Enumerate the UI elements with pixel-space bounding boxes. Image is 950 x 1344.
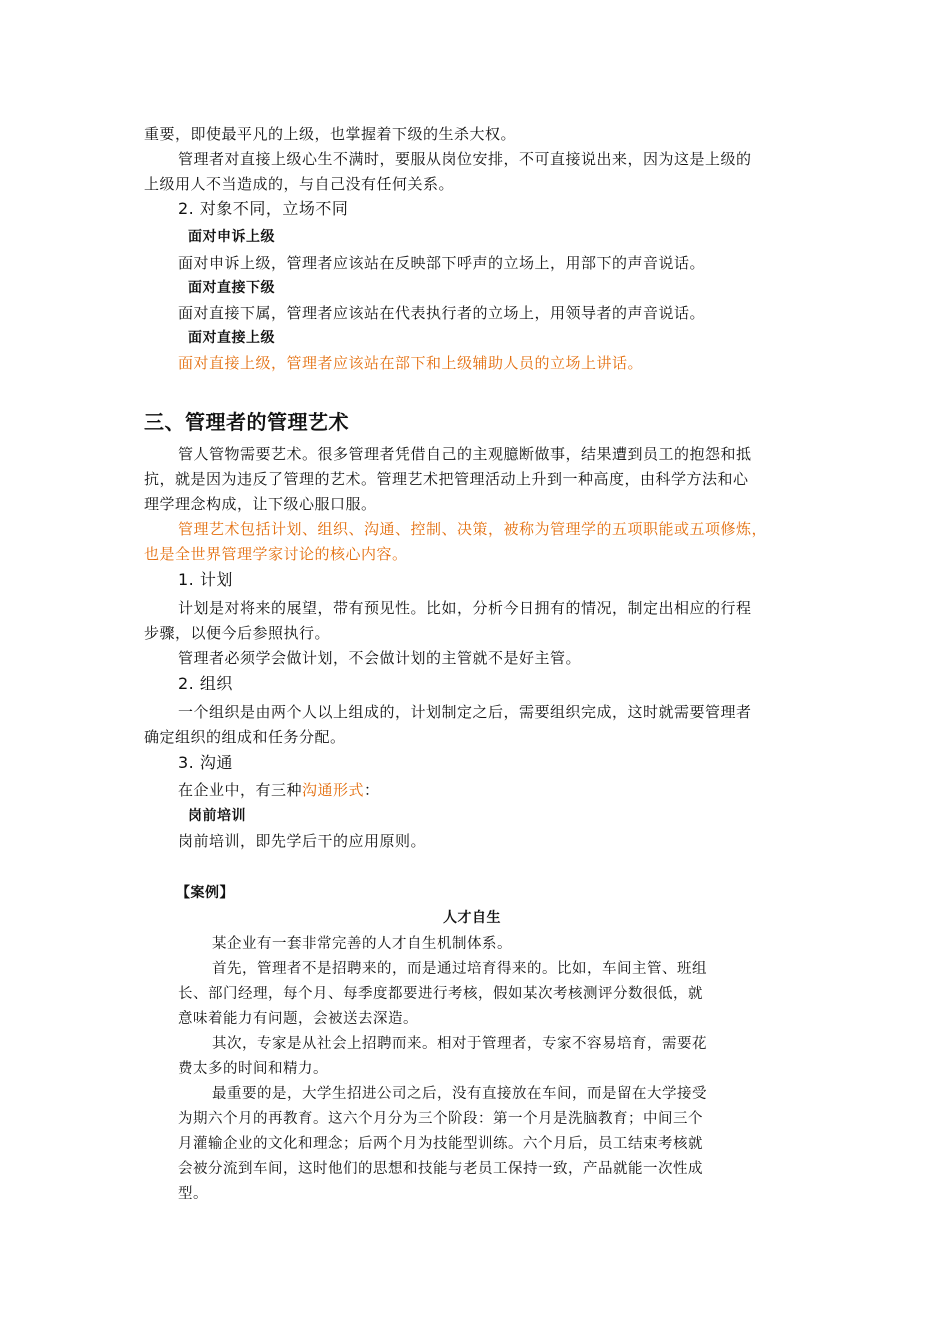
para-line: 岗前培训，即先学后干的应用原则。 (178, 832, 427, 850)
para-line: 抗，就是因为违反了管理的艺术。管理艺术把管理活动上升到一种高度，由科学方法和心 (144, 470, 749, 488)
highlight-line: 管理艺术包括计划、组织、沟通、控制、决策，被称为管理学的五项职能或五项修炼， (178, 520, 768, 538)
para-line: 计划是对将来的展望，带有预见性。比如，分析今日拥有的情况，制定出相应的行程 (178, 599, 752, 617)
para-line: 一个组织是由两个人以上组成的，计划制定之后，需要组织完成，这时就需要管理者 (178, 703, 752, 721)
case-line: 长、部门经理，每个月、每季度都要进行考核，假如某次考核测评分数很低，就 (178, 986, 703, 1002)
highlight-line: 面对直接上级，管理者应该站在部下和上级辅助人员的立场上讲话。 (178, 354, 644, 372)
subheading: 面对直接下级 (188, 280, 275, 296)
section-heading: 2. 对象不同，立场不同 (178, 199, 349, 218)
subheading: 岗前培训 (188, 808, 246, 824)
case-line: 月灌输企业的文化和理念；后两个月为技能型训练。六个月后，员工结束考核就 (178, 1136, 703, 1152)
para-line: 理学理念构成，让下级心服口服。 (144, 495, 377, 513)
para-line: 重要，即使最平凡的上级，也掌握着下级的生杀大权。 (144, 125, 517, 143)
para-line: 管理者对直接上级心生不满时，要服从岗位安排，不可直接说出来，因为这是上级的 (178, 150, 752, 168)
case-line: 会被分流到车间，这时他们的思想和技能与老员工保持一致，产品就能一次性成 (178, 1161, 703, 1177)
para-line: 确定组织的组成和任务分配。 (144, 728, 346, 746)
case-line: 其次，专家是从社会上招聘而来。相对于管理者，专家不容易培育，需要花 (212, 1036, 707, 1052)
para-line: 管理者必须学会做计划，不会做计划的主管就不是好主管。 (178, 649, 582, 667)
para-line (178, 779, 380, 801)
para-line: 面对直接下属，管理者应该站在代表执行者的立场上，用领导者的声音说话。 (178, 304, 706, 322)
case-line: 某企业有一套非常完善的人才自生机制体系。 (212, 936, 512, 952)
para-line: 管人管物需要艺术。很多管理者凭借自己的主观臆断做事，结果遭到员工的抱怨和抵 (178, 445, 752, 463)
case-line: 型。 (178, 1186, 208, 1202)
case-label: 【案例】 (176, 885, 234, 901)
highlight-line: 也是全世界管理学家讨论的核心内容。 (144, 545, 408, 563)
chapter-title: 三、管理者的管理艺术 (144, 410, 349, 434)
case-line: 意味着能力有问题，会被送去深造。 (178, 1011, 418, 1027)
para-line: 面对申诉上级，管理者应该站在反映部下呼声的立场上，用部下的声音说话。 (178, 254, 706, 272)
subheading: 面对申诉上级 (188, 229, 275, 245)
section-heading: 1. 计划 (178, 570, 233, 589)
case-title: 人才自生 (443, 910, 501, 926)
para-line: 上级用人不当造成的，与自己没有任何关系。 (144, 175, 455, 193)
case-line: 为期六个月的再教育。这六个月分为三个阶段：第一个月是洗脑教育；中间三个 (178, 1111, 703, 1127)
text-span: ： (364, 781, 380, 799)
section-heading: 2. 组织 (178, 674, 233, 693)
subheading: 面对直接上级 (188, 330, 275, 346)
case-line: 最重要的是，大学生招进公司之后，没有直接放在车间，而是留在大学接受 (212, 1086, 707, 1102)
section-heading: 3. 沟通 (178, 753, 233, 772)
highlight-link: 沟通形式 (302, 781, 365, 799)
text-span: 在企业中，有三种 (178, 781, 303, 799)
case-line: 费太多的时间和精力。 (178, 1061, 328, 1077)
case-line: 首先，管理者不是招聘来的，而是通过培育得来的。比如，车间主管、班组 (212, 961, 707, 977)
para-line: 步骤，以便今后参照执行。 (144, 624, 331, 642)
